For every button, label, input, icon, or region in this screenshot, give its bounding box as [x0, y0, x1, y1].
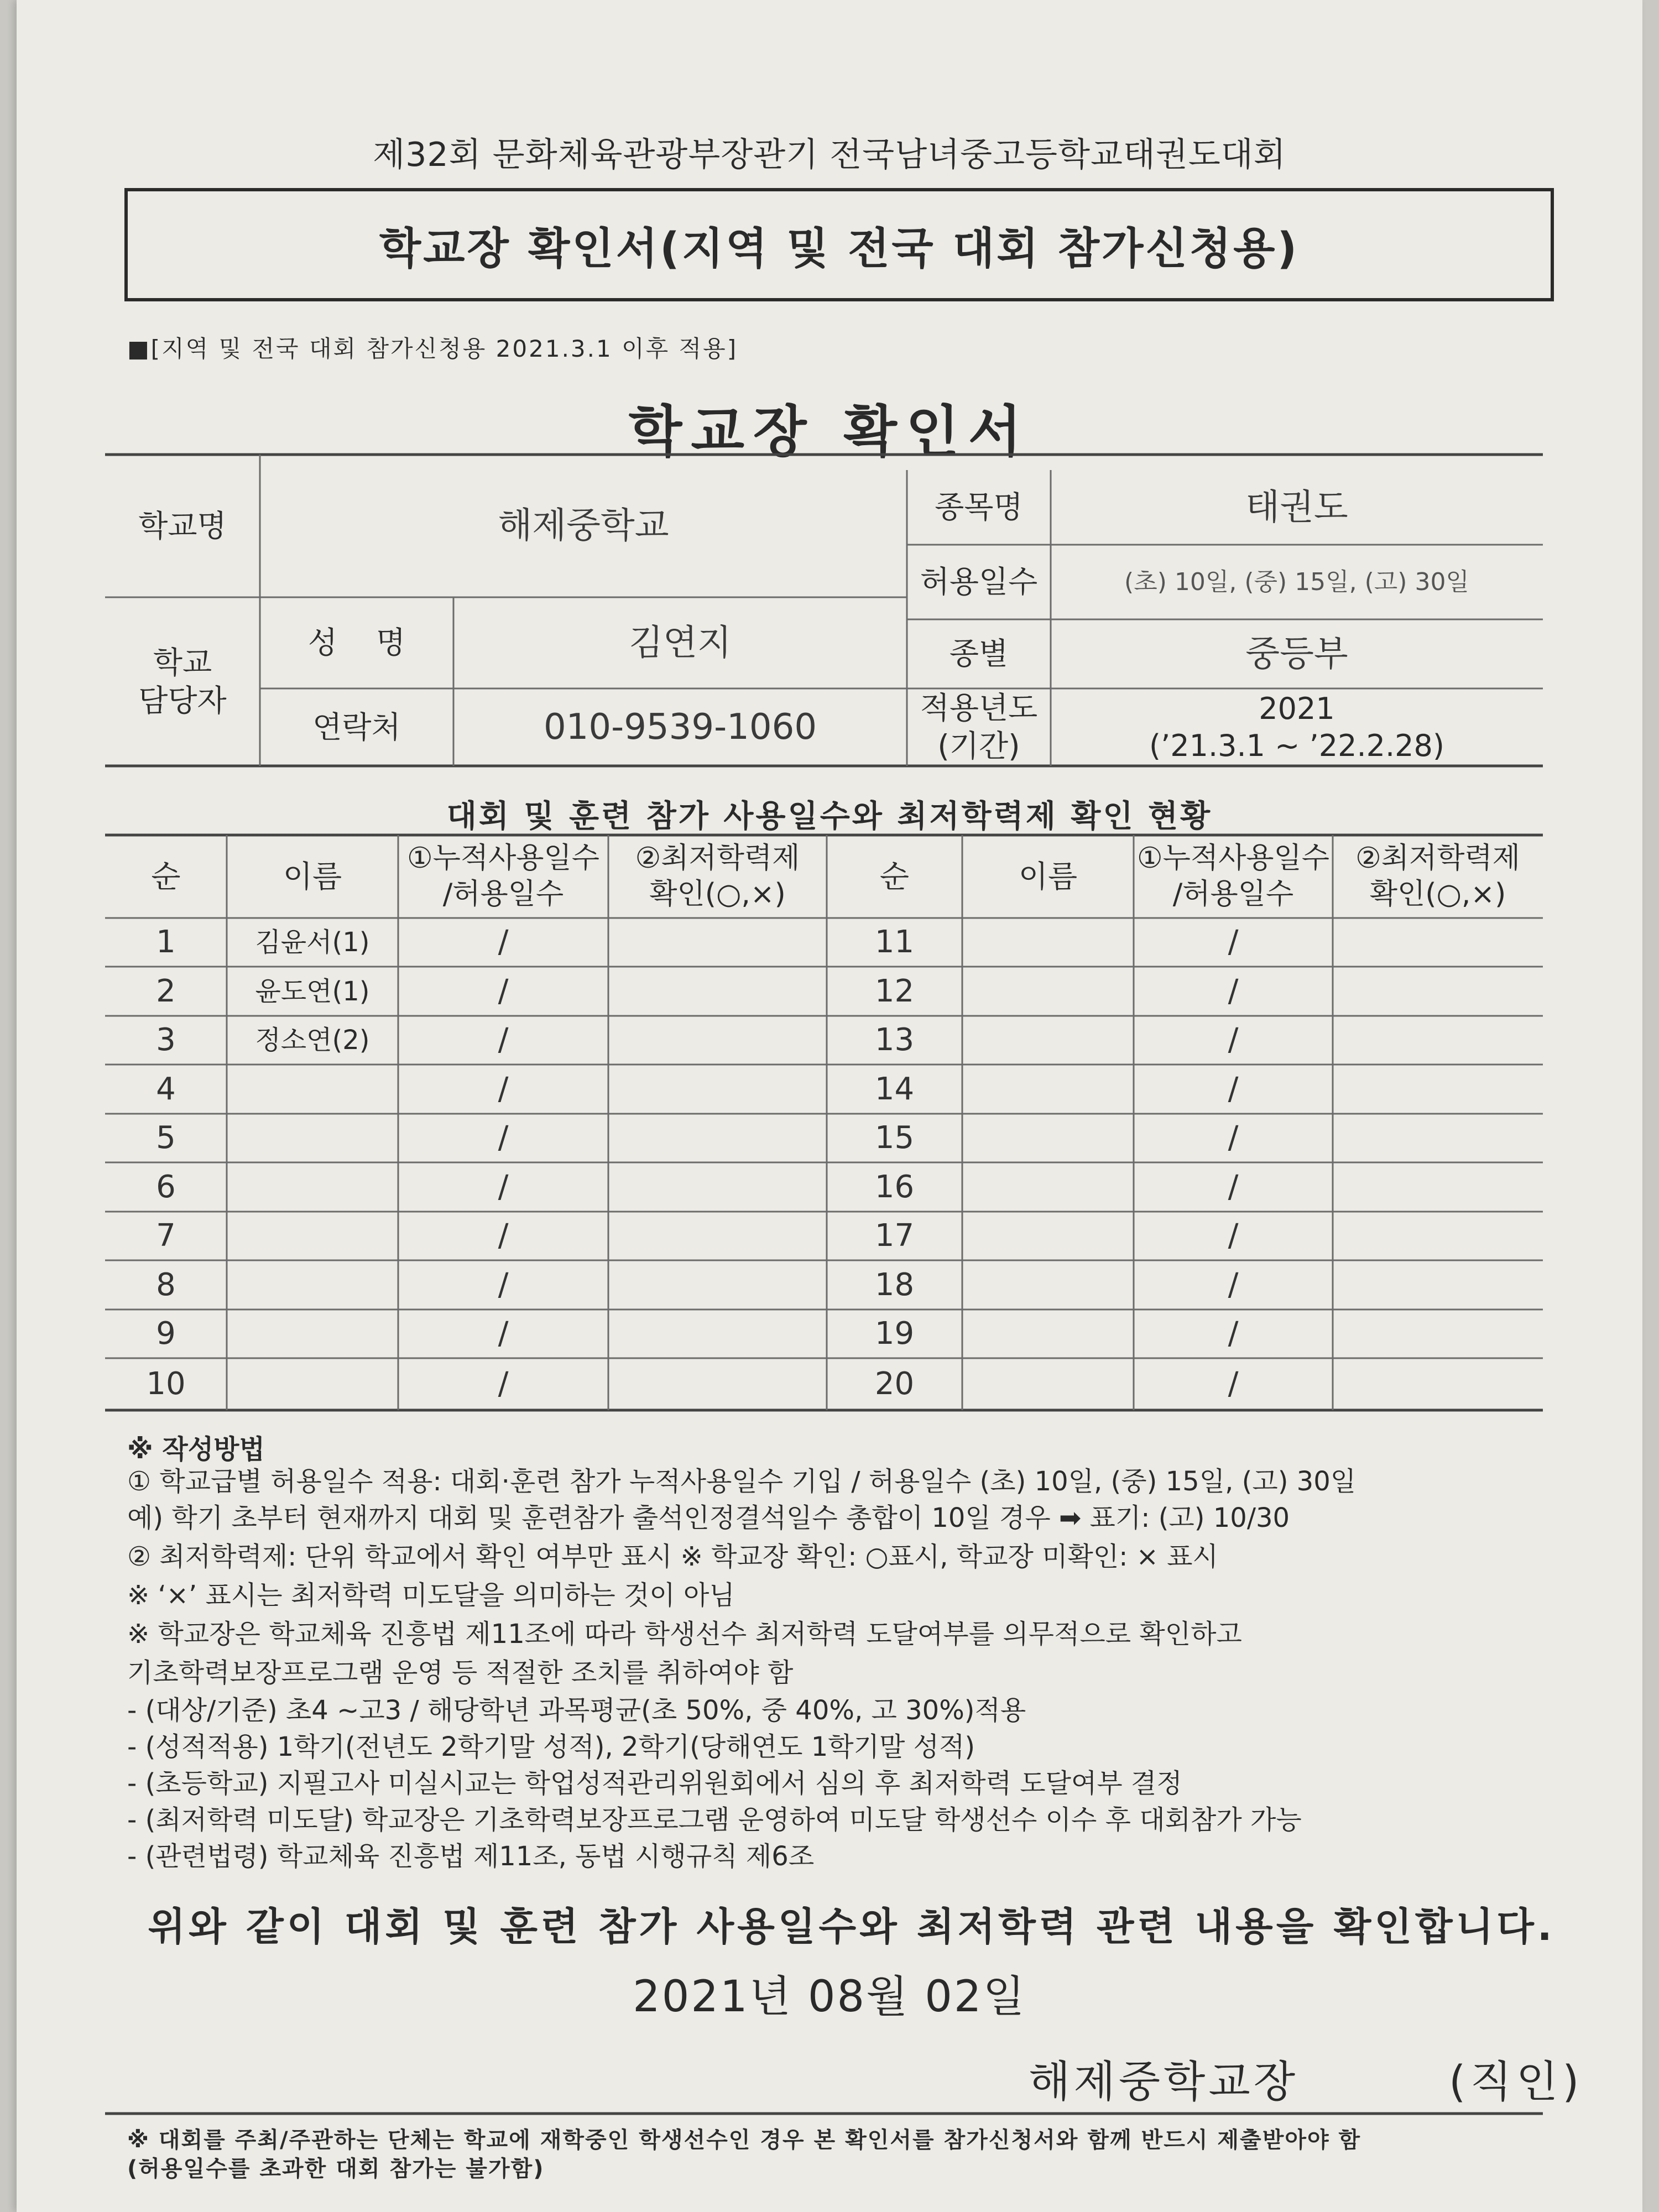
row-no: 6 — [156, 1168, 176, 1205]
row-no: 17 — [874, 1218, 915, 1254]
form-note: ■[지역 및 전국 대회 참가신청용 2021.3.1 이후 적용] — [127, 335, 738, 362]
header-check-left: ②최저학력제 확인(○,×) — [635, 842, 800, 911]
event-title: 제32회 문화체육관광부장관기 전국남녀중고등학교태권도대회 — [373, 135, 1286, 174]
header-name-left: 이름 — [283, 858, 342, 894]
header-check-right: ②최저학력제 확인(○,×) — [1355, 842, 1520, 911]
row-no: 14 — [874, 1071, 915, 1107]
row-days: / — [1228, 973, 1239, 1009]
method-heading: ※ 작성방법 — [127, 1434, 265, 1465]
row-name: 김윤서(1) — [255, 927, 370, 958]
row-days: / — [1228, 1366, 1239, 1402]
footer-note: (허용일수를 초과한 대회 참가는 불가함) — [127, 2156, 545, 2182]
form-title-box: 학교장 확인서(지역 및 전국 대회 참가신청용) — [124, 188, 1554, 301]
manager-name-value: 김연지 — [629, 622, 732, 664]
method-line: ※ 학교장은 학교체육 진흥법 제11조에 따라 학생선수 최저학력 도달여부를 의무적으로 확인하고 — [127, 1619, 1242, 1650]
row-no: 9 — [156, 1316, 176, 1352]
row-no: 13 — [874, 1022, 915, 1058]
method-line: 예) 학기 초부터 현재까지 대회 및 훈련참가 출석인정결석일수 총합이 10일 경우 ➡ 표기: (고) 10/30 — [127, 1503, 1290, 1533]
seal-mark: (직인) — [1449, 2057, 1584, 2107]
name-label: 성 명 — [307, 625, 406, 661]
row-no: 18 — [874, 1266, 915, 1303]
document-page — [17, 0, 1642, 2212]
usage-table-title: 대회 및 훈련 참가 사용일수와 최저학력제 확인 현황 — [446, 799, 1213, 834]
division-label: 종별 — [949, 636, 1009, 672]
method-line: ※ ‘×’ 표시는 최저학력 미도달을 의미하는 것이 아님 — [127, 1580, 735, 1611]
footer-note: ※ 대회를 주최/주관하는 단체는 학교에 재학중인 학생선수인 경우 본 확인서를 참가신청서와 함께 반드시 제출받아야 함 — [127, 2127, 1361, 2153]
allowed-days-label: 허용일수 — [920, 564, 1038, 600]
row-days: / — [1228, 1316, 1239, 1352]
row-no: 2 — [156, 973, 176, 1009]
school-name-label: 학교명 — [138, 508, 227, 544]
row-days: / — [1228, 1022, 1239, 1058]
header-no-right: 순 — [879, 858, 910, 894]
method-line: ② 최저학력제: 단위 학교에서 확인 여부만 표시 ※ 학교장 확인: ○표시, 학교장 미확인: × 표시 — [127, 1541, 1218, 1572]
row-days: / — [498, 1218, 509, 1254]
principal-title: 해제중학교장 — [1029, 2057, 1299, 2107]
header-days-right: ①누적사용일수 /허용일수 — [1136, 842, 1329, 911]
row-no: 16 — [874, 1168, 915, 1205]
row-days: / — [498, 1120, 509, 1156]
contact-value: 010-9539-1060 — [543, 707, 817, 748]
header-name-right: 이름 — [1018, 858, 1078, 894]
row-days: / — [1228, 1266, 1239, 1303]
row-no: 11 — [874, 924, 915, 960]
method-line: - (초등학교) 지필고사 미실시교는 학업성적관리위원회에서 심의 후 최저학력 도달여부 결정 — [127, 1768, 1182, 1799]
row-days: / — [498, 1266, 509, 1303]
period-value — [1051, 688, 1543, 766]
division-value: 중등부 — [1245, 633, 1348, 675]
row-no: 3 — [156, 1022, 176, 1058]
row-days: / — [498, 924, 509, 960]
row-days: / — [1228, 1218, 1239, 1254]
row-no: 7 — [156, 1218, 176, 1254]
row-no: 4 — [156, 1071, 176, 1107]
manager-label: 학교 담당자 — [138, 644, 227, 718]
period-year: 2021 — [1259, 691, 1335, 726]
row-no: 8 — [156, 1266, 176, 1303]
method-line: - (관련법령) 학교체육 진흥법 제11조, 동법 시행규칙 제6조 — [127, 1841, 815, 1872]
method-line: 기초학력보장프로그램 운영 등 적절한 조치를 취하여야 함 — [127, 1657, 794, 1688]
row-days: / — [498, 1168, 509, 1205]
row-no: 20 — [874, 1366, 915, 1402]
row-no: 1 — [156, 924, 176, 960]
row-days: / — [498, 1316, 509, 1352]
row-no: 12 — [874, 973, 915, 1009]
row-no: 19 — [874, 1316, 915, 1352]
row-days: / — [498, 1366, 509, 1402]
method-line: ① 학교급별 허용일수 적용: 대회·훈련 참가 누적사용일수 기입 / 허용일수 (초) 10일, (중) 15일, (고) 30일 — [127, 1466, 1357, 1497]
row-no: 5 — [156, 1120, 176, 1156]
header-no-left: 순 — [151, 858, 181, 894]
doc-title: 학교장 확인서 — [628, 399, 1031, 464]
contact-label: 연락처 — [312, 709, 401, 745]
sport-label: 종목명 — [935, 489, 1023, 525]
sport-value: 태권도 — [1245, 487, 1348, 528]
period-range: (’21.3.1 ~ ’22.2.28) — [1149, 728, 1444, 763]
method-line: - (대상/기준) 초4 ~고3 / 해당학년 과목평균(초 50%, 중 40%, 고 30%)적용 — [127, 1695, 1026, 1726]
row-days: / — [498, 973, 509, 1009]
row-days: / — [1228, 1120, 1239, 1156]
method-line: - (성적적용) 1학기(전년도 2학기말 성적), 2학기(당해연도 1학기말 성적) — [127, 1731, 975, 1762]
row-days: / — [1228, 1168, 1239, 1205]
row-days: / — [498, 1022, 509, 1058]
school-name-value: 해제중학교 — [498, 505, 669, 546]
row-days: / — [1228, 1071, 1239, 1107]
method-line: - (최저학력 미도달) 학교장은 기초학력보장프로그램 운영하여 미도달 학생선수 이수 후 대회참가 가능 — [127, 1804, 1302, 1835]
row-no: 10 — [146, 1366, 186, 1402]
row-name: 정소연(2) — [255, 1025, 370, 1056]
row-no: 15 — [874, 1120, 915, 1156]
row-days: / — [1228, 924, 1239, 960]
header-days-left: ①누적사용일수 /허용일수 — [406, 842, 599, 911]
row-days: / — [498, 1071, 509, 1107]
period-label: 적용년도 (기간) — [920, 690, 1038, 764]
allowed-days-value: (초) 10일, (중) 15일, (고) 30일 — [1124, 568, 1469, 596]
issue-date: 2021년 08월 02일 — [633, 1972, 1026, 2022]
confirmation-statement: 위와 같이 대회 및 훈련 참가 사용일수와 최저학력 관련 내용을 확인합니다. — [148, 1904, 1556, 1949]
row-name: 윤도연(1) — [255, 975, 370, 1007]
